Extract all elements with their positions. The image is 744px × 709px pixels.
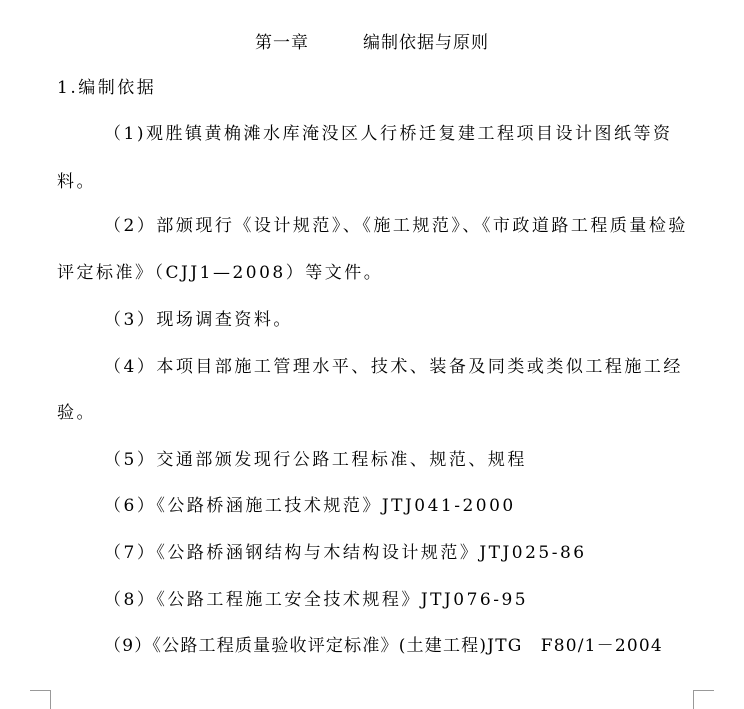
item-8: （8）《公路工程施工安全技术规程》JTJ076-95: [104, 590, 529, 610]
item-2-line-1: （2）部颁现行《设计规范》、《施工规范》、《市政道路工程质量检验: [104, 216, 688, 236]
item-9: （9）《公路工程质量验收评定标准》(土建工程)JTG F80/1－2004: [104, 636, 663, 656]
item-1-line-2: 料。: [57, 172, 96, 192]
item-7: （7）《公路桥涵钢结构与木结构设计规范》JTJ025-86: [104, 543, 587, 563]
item-5: （5）交通部颁发现行公路工程标准、规范、规程: [104, 450, 527, 470]
item-3: （3）现场调查资料。: [104, 310, 293, 330]
chapter-title: 第一章 编制依据与原则: [255, 33, 489, 53]
section-heading: 1.编制依据: [57, 78, 157, 98]
item-4-line-1: （4）本项目部施工管理水平、技术、装备及同类或类似工程施工经: [104, 357, 683, 377]
item-1-line-1: （1)观胜镇黄桷滩水库淹没区人行桥迁复建工程项目设计图纸等资: [104, 124, 673, 144]
item-6: （6）《公路桥涵施工技术规范》JTJ041-2000: [104, 496, 516, 516]
crop-mark-right: [693, 690, 714, 709]
item-2-line-2: 评定标准》（CJJ1—2008）等文件。: [57, 263, 384, 283]
crop-mark-left: [30, 690, 51, 709]
item-4-line-2: 验。: [57, 403, 96, 423]
